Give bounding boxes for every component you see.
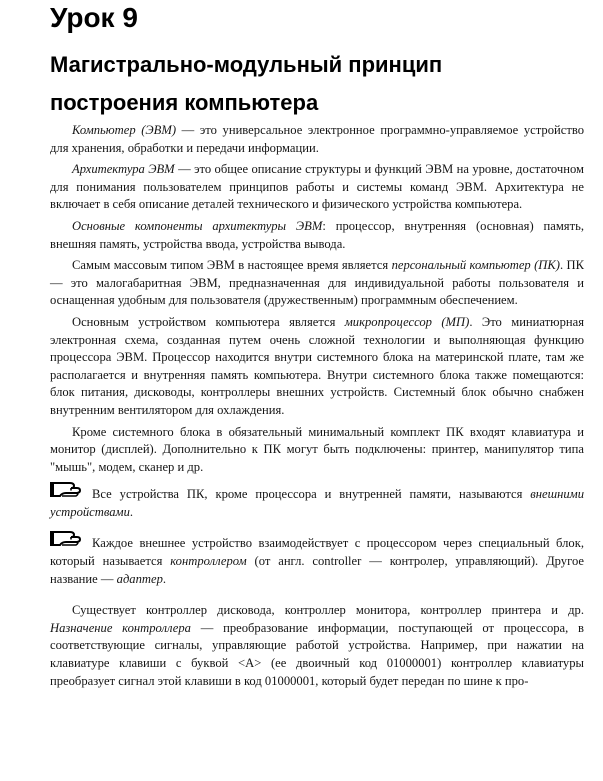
paragraph-architecture-definition	[50, 161, 584, 214]
paragraph-architecture-components	[50, 218, 584, 253]
paragraph-computer-definition	[50, 122, 584, 157]
title-line-1: Магистрально-модульный принцип	[50, 52, 443, 77]
paragraph-text: — это общее описание структуры и функций ЭВМ на уровне, достаточном для понимания пользователем принципов работы и системы команд ЭВМ. Архитектура не включает в себя описание деталей технического и физического устройства компьютера.	[50, 162, 584, 212]
note-end: .	[162, 571, 167, 586]
paragraph-text: . Это миниатюрная электронная схема, созданная путем очень сложной технологии и выполняющая функцию процессора ЭВМ. Процессор находится внутри системного блока на материнской плате, там же располагается и внутренняя память компьютера. Внутри системного блока также помещаются: блок питания, дисководы, контроллеры внешних устройств. Системный блок обычно снабжен внутренним вентилятором для охлаждения.	[50, 314, 585, 417]
term-adapter: адаптер	[116, 571, 163, 586]
term-controller: контроллером	[170, 554, 247, 569]
term-pc: персональный компьютер (ПК)	[391, 258, 560, 273]
paragraph-controller-purpose	[50, 602, 584, 690]
page-title	[50, 46, 590, 122]
term-architecture: Архитектура ЭВМ	[72, 162, 175, 177]
paragraph-microprocessor	[50, 314, 584, 420]
term-external-devices: внешними устройствами	[50, 487, 584, 519]
title-line-2: построения компьютера	[50, 90, 319, 115]
paragraph-text: Основным устройством компьютера является	[72, 314, 345, 329]
note-text: Все устройства ПК, кроме процессора и внутренней памяти, называются	[92, 487, 531, 502]
paragraph-text: Кроме системного блока в обязательный минимальный комплект ПК входят клавиатура и монитор (дисплей). Дополнительно к ПК могут быть подключены: принтер, манипулятор типа "мышь", модем, сканер и др.	[50, 424, 584, 474]
lesson-body	[50, 122, 584, 694]
note-end: .	[129, 504, 134, 519]
pointing-hand-icon	[50, 477, 86, 499]
paragraph-text: : процессор, внутренняя (основная) память, внешняя память, устройства ввода, устройства вывода.	[50, 218, 584, 251]
term-controller-purpose: Назначение контроллера	[50, 620, 191, 635]
paragraph-text: Существует контроллер дисковода, контроллер монитора, контроллер принтера и др.	[72, 603, 584, 618]
pointing-hand-icon	[50, 526, 86, 548]
paragraph-text: — это универсальное электронное программно-управляемое устройство для хранения, обработки и передачи информации.	[50, 123, 584, 155]
paragraph-text: Самым массовым типом ЭВМ в настоящее время является	[72, 258, 392, 273]
note-external-devices	[50, 486, 584, 521]
paragraph-text: — преобразование информации, поступающей от процессора, в соответствующие сигналы, управляющие работой устройства. Например, при нажатии на клавиатуре клавиши с буквой <A> (ее двоичный код 01000001) контроллер клавиатуры преобразует сигнал этой клавиши в код 01000001, который будет передан по шине к про-	[50, 620, 584, 688]
lesson-number: Урок 9	[50, 2, 138, 33]
note-text: Каждое внешнее устройство взаимодействует с процессором через специальный блок, который называется	[50, 536, 584, 569]
note-controller	[50, 535, 584, 588]
term-computer: Компьютер (ЭВМ)	[72, 123, 177, 137]
term-microprocessor: микропроцессор (МП)	[344, 314, 470, 329]
term-components: Основные компоненты архитектуры ЭВМ	[72, 218, 323, 233]
paragraph-minimal-kit	[50, 424, 584, 477]
note-text: (от англ. controller — контролер, управляющий). Другое название —	[50, 554, 584, 586]
paragraph-personal-computer	[50, 257, 584, 310]
paragraph-text: . ПК — это малогабаритная ЭВМ, предназначенная для индивидуальной работы пользователя и оснащенная удобным для пользователя (дружественным) программным обеспечением.	[50, 258, 584, 308]
